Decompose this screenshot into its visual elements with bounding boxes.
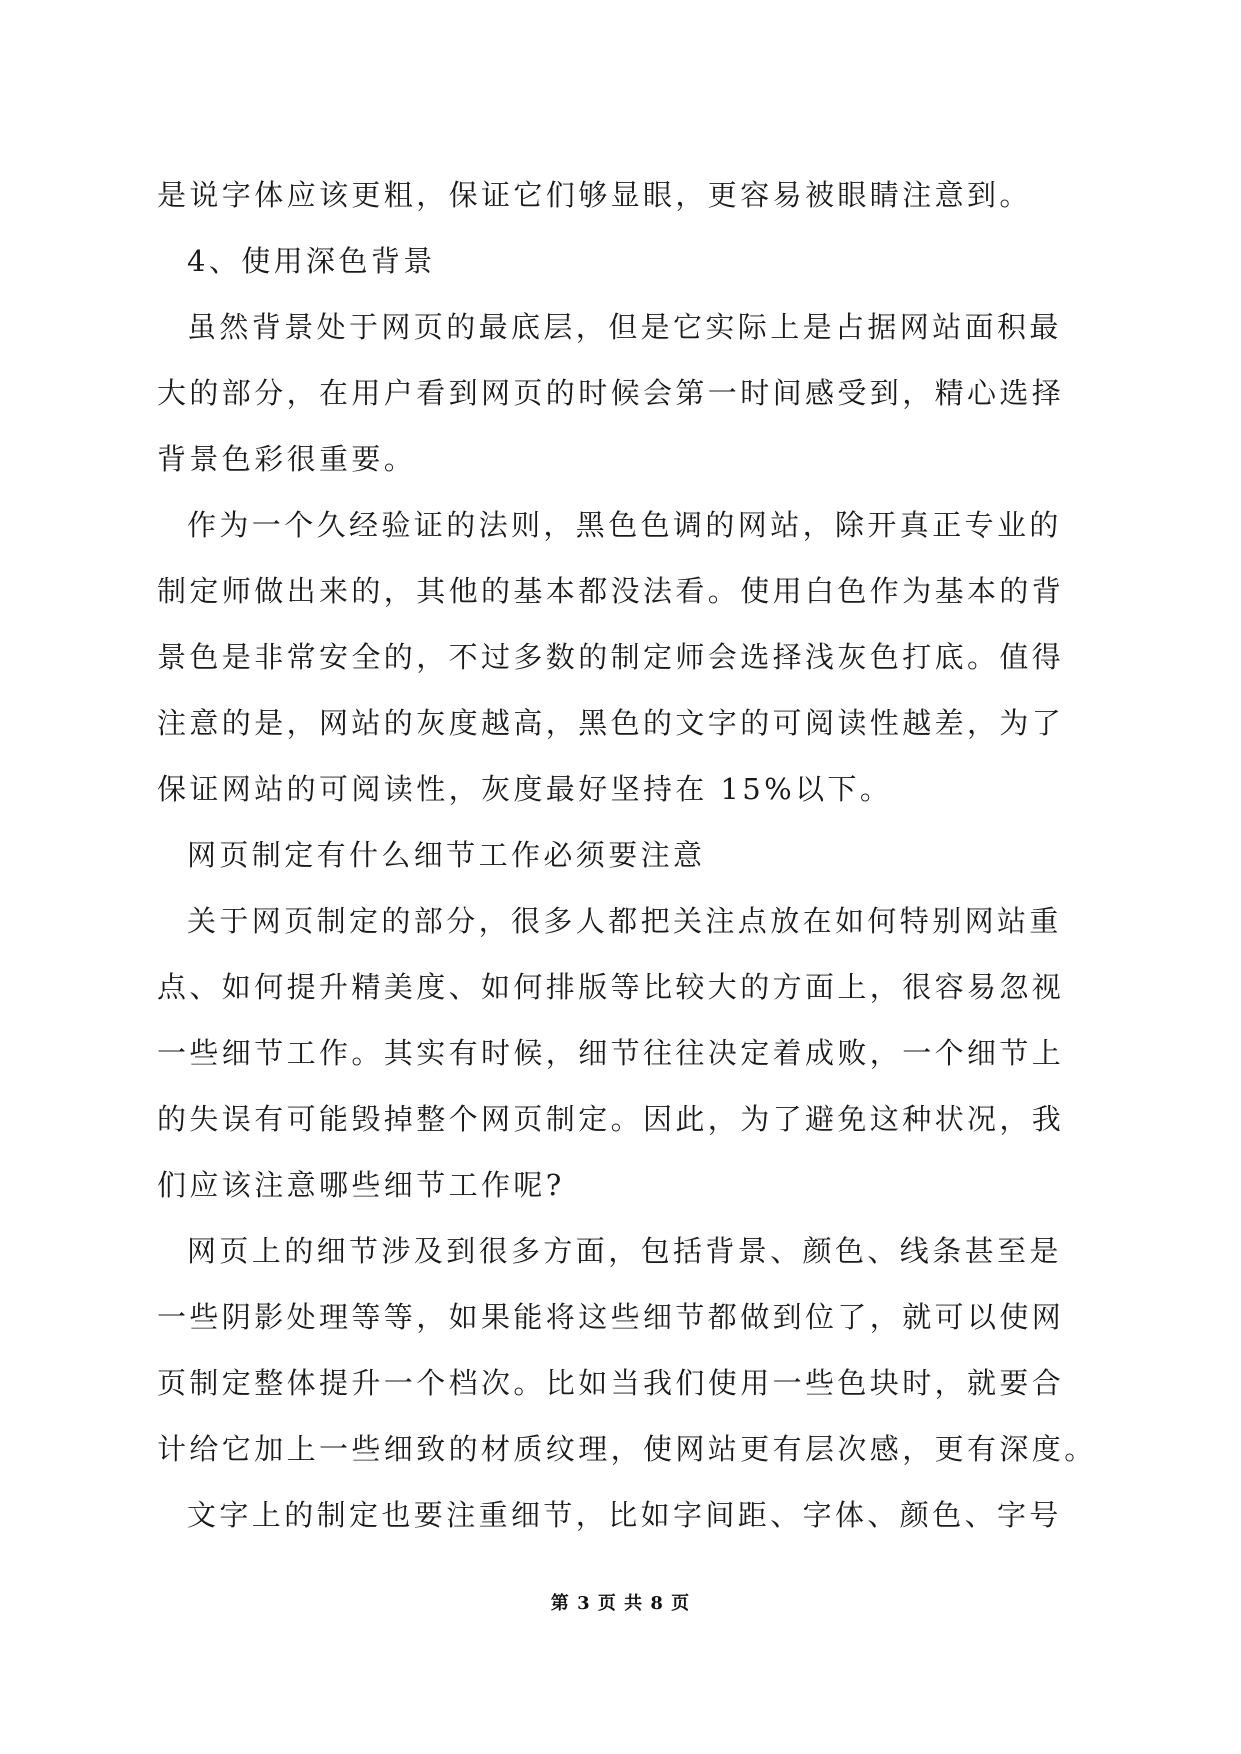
paragraph-line: 景色是非常安全的，不过多数的制定师会选择浅灰色打底。值得 (157, 640, 1065, 674)
paragraph-line: 的失误有可能毁掉整个网页制定。因此，为了避免这种状况，我 (157, 1102, 1065, 1136)
paragraph-line: 一些细节工作。其实有时候，细节往往决定着成败，一个细节上 (157, 1036, 1065, 1070)
page-body (157, 162, 1097, 1548)
paragraph-line: 背景色彩很重要。 (157, 442, 417, 476)
paragraph-line: 保证网站的可阅读性，灰度最好坚持在 15%以下。 (157, 772, 893, 806)
section-heading: 4、使用深色背景 (187, 244, 436, 278)
paragraph-line: 作为一个久经验证的法则，黑色色调的网站，除开真正专业的 (187, 508, 1062, 542)
paragraph-line: 计给它加上一些细致的材质纹理，使网站更有层次感，更有深度。 (157, 1432, 1097, 1466)
page-number-footer: 第 3 页 共 8 页 (550, 1593, 691, 1614)
paragraph-line: 注意的是，网站的灰度越高，黑色的文字的可阅读性越差，为了 (157, 706, 1065, 740)
section-heading: 网页制定有什么细节工作必须要注意 (187, 838, 706, 872)
paragraph-line: 页制定整体提升一个档次。比如当我们使用一些色块时，就要合 (157, 1366, 1065, 1400)
paragraph-line: 网页上的细节涉及到很多方面，包括背景、颜色、线条甚至是 (187, 1234, 1062, 1268)
paragraph-line: 们应该注意哪些细节工作呢? (157, 1168, 565, 1202)
paragraph-line: 虽然背景处于网页的最底层，但是它实际上是占据网站面积最 (187, 310, 1062, 344)
paragraph-line: 关于网页制定的部分，很多人都把关注点放在如何特别网站重 (187, 904, 1062, 938)
paragraph-line: 是说字体应该更粗，保证它们够显眼，更容易被眼睛注意到。 (157, 178, 1032, 212)
paragraph-line: 点、如何提升精美度、如何排版等比较大的方面上，很容易忽视 (157, 970, 1065, 1004)
paragraph-line: 大的部分，在用户看到网页的时候会第一时间感受到，精心选择 (157, 376, 1065, 410)
paragraph-line: 一些阴影处理等等，如果能将这些细节都做到位了，就可以使网 (157, 1300, 1065, 1334)
paragraph-line: 制定师做出来的，其他的基本都没法看。使用白色作为基本的背 (157, 574, 1065, 608)
paragraph-line: 文字上的制定也要注重细节，比如字间距、字体、颜色、字号 (187, 1498, 1062, 1532)
